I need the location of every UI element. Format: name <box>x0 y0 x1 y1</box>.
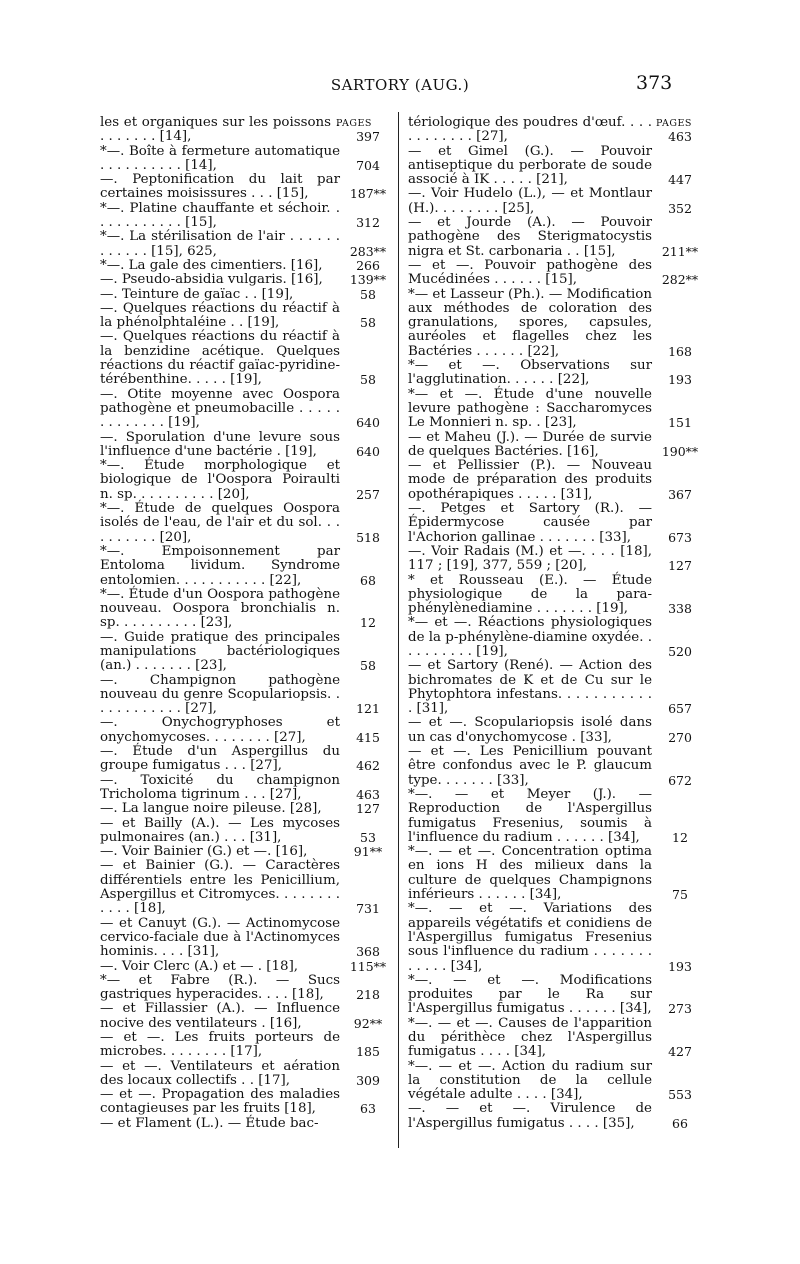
index-entry <box>408 259 702 288</box>
entry-page-number: 218 <box>356 987 380 1003</box>
entry-page-number: 121 <box>356 701 380 717</box>
entry-page-number: 266 <box>356 257 380 273</box>
entry-page-number: 270 <box>668 729 692 745</box>
entry-page-number: 283** <box>349 243 387 259</box>
entry-text: les et organiques sur les poissons . . . . . . . . [14], <box>100 115 340 145</box>
entry-page-number: 368 <box>356 944 380 960</box>
entry-page-number: 673 <box>668 529 692 545</box>
entry-text: —. Voir Clerc (A.) et — . [18], <box>100 958 299 974</box>
entry-page-number: 185 <box>356 1044 380 1060</box>
entry-page-number: 58 <box>360 372 376 388</box>
entry-page-number: 66 <box>672 1115 688 1131</box>
entry-page-number: 367 <box>668 486 692 502</box>
entry-text: — et Jourde (A.). — Pouvoir pathogène des Sterigmatocystis nigra et St. carbonaria . . [15], <box>408 215 652 259</box>
entry-page-number: 640 <box>356 443 380 459</box>
entry-page-number: 53 <box>360 829 376 845</box>
index-entry <box>100 288 390 302</box>
entry-page-number: 462 <box>356 758 380 774</box>
entry-page-number: 640 <box>356 415 380 431</box>
index-entry <box>408 845 702 902</box>
entry-page-number: 211** <box>661 243 699 259</box>
index-entry <box>100 330 390 387</box>
index-entry <box>100 817 390 846</box>
entry-text: —. Peptonification du lait par certaines moisissures . . . [15], <box>100 172 340 202</box>
entry-text: — et Bainier (G.). — Caractères différentiels entre les Penicillium, Aspergillus et Citromyces. . . . . . . . . . . . [18], <box>100 858 340 917</box>
entry-page-number: 75 <box>672 887 688 903</box>
index-entry <box>408 902 702 973</box>
index-entry <box>408 116 702 145</box>
index-entry <box>408 574 702 617</box>
entry-text: —. Voir Bainier (G.) et —. [16], <box>100 844 308 860</box>
entry-text: — et —. Propagation des maladies contagieuses par les fruits [18], <box>100 1087 340 1117</box>
entry-text: —. Champignon pathogène nouveau du genre Scopulariopsis. . . . . . . . . . . . [27], <box>100 672 340 717</box>
entry-page-number: 657 <box>668 701 692 717</box>
index-entry <box>100 588 390 631</box>
entry-page-number: 273 <box>668 1001 692 1017</box>
entry-page-number: 190** <box>661 443 699 459</box>
index-entry <box>408 1102 702 1131</box>
entry-page-number: 397 <box>356 129 380 145</box>
entry-text: —. Quelques réactions du réactif à la phénolphtaléine . . [19], <box>100 300 340 331</box>
entry-text: —. Pseudo-absidia vulgaris. [16], <box>100 272 323 288</box>
index-entry <box>100 145 390 174</box>
entry-text: —. Onychogryphoses et onychomycoses. . . . . . . . [27], <box>100 715 340 745</box>
index-entry <box>100 1088 390 1117</box>
entry-text: — et Pellissier (P.). — Nouveau mode de préparation des produits opothérapiques . . . . . [31], <box>408 458 652 502</box>
entry-text: — et Fillassier (A.). — Influence nocive des ventilateurs . [16], <box>100 1001 340 1031</box>
entry-text: — et Flament (L.). — Étude bac- <box>100 1115 319 1131</box>
index-entry <box>408 788 702 845</box>
index-entry <box>408 359 702 388</box>
entry-text: *— et —. Réactions physiologiques de la p-phénylène-diamine oxydée. . . . . . . . . . [19], <box>408 615 652 659</box>
entry-page-number: 12 <box>672 829 688 845</box>
index-entry <box>100 1031 390 1060</box>
index-entry <box>100 1117 390 1131</box>
index-entry <box>100 745 390 774</box>
entry-text: — et Maheu (J.). — Durée de survie de quelques Bactéries. [16], <box>408 429 652 459</box>
entry-text: *—. Étude d'un Oospora pathogène nouveau. Oospora bronchialis n. sp. . . . . . . . . . [23], <box>100 586 340 631</box>
index-entry <box>408 459 702 502</box>
entry-page-number: 115** <box>349 958 387 974</box>
index-entry <box>100 273 390 287</box>
entry-text: *—. — et Meyer (J.). — Reproduction de l'Aspergillus fumigatus Fresenius, soumis à l'influence du radium . . . . . . [34], <box>408 786 652 845</box>
column-divider <box>398 112 399 1148</box>
entry-page-number: 672 <box>668 772 692 788</box>
entry-text: — et —. Ventilateurs et aération des locaux collectifs . . [17], <box>100 1058 340 1088</box>
entry-text: *—. Étude de quelques Oospora isolés de l'eau, de l'air et du sol. . . . . . . . . . [20], <box>100 501 340 545</box>
entry-text: —. Voir Radais (M.) et —. . . . [18], 117 ; [19], 377, 559 ; [20], <box>408 543 652 574</box>
entry-text: — et —. Scopulariopsis isolé dans un cas d'onychomycose . [33], <box>408 715 652 745</box>
entry-page-number: 282** <box>661 272 699 288</box>
page-header <box>0 72 800 102</box>
entry-page-number: 427 <box>668 1044 692 1060</box>
index-entry <box>100 302 390 331</box>
entry-page-number: 415 <box>356 729 380 745</box>
entry-page-number: 312 <box>356 215 380 231</box>
entry-page-number: 731 <box>356 901 380 917</box>
index-entry <box>100 431 390 460</box>
entry-text: — et —. Les fruits porteurs de microbes. . . . . . . . [17], <box>100 1030 340 1060</box>
index-entry <box>408 1060 702 1103</box>
page-number: 373 <box>636 72 673 94</box>
entry-text: —. Sporulation d'une levure sous l'influence d'une bactérie . [19], <box>100 429 340 459</box>
running-head: SARTORY (AUG.) <box>330 76 470 94</box>
entry-page-number: 447 <box>668 172 692 188</box>
entry-page-number: 187** <box>349 186 387 202</box>
index-entry <box>408 616 702 659</box>
entry-page-number: 520 <box>668 643 692 659</box>
index-entry <box>100 716 390 745</box>
entry-page-number: 58 <box>360 658 376 674</box>
entry-text: *— et —. Observations sur l'agglutination. . . . . . [22], <box>408 358 652 388</box>
index-entry <box>100 845 390 859</box>
index-entry <box>100 1060 390 1089</box>
entry-text: —. Toxicité du champignon Tricholoma tigrinum . . . [27], <box>100 772 340 802</box>
index-entry <box>100 1002 390 1031</box>
entry-text: *—. La stérilisation de l'air . . . . . . . . . . . . [15], 625, <box>100 229 340 259</box>
entry-text: —. — et —. Virulence de l'Aspergillus fumigatus . . . . [35], <box>408 1101 652 1131</box>
index-entry <box>408 545 702 574</box>
entry-page-number: 338 <box>668 601 692 617</box>
index-entry <box>100 502 390 545</box>
index-entry <box>100 674 390 717</box>
entry-page-number: 553 <box>668 1087 692 1103</box>
entry-text: *— et Fabre (R.). — Sucs gastriques hyperacides. . . . [18], <box>100 972 340 1003</box>
entry-page-number: 518 <box>356 529 380 545</box>
entry-text: — et Bailly (A.). — Les mycoses pulmonaires (an.) . . . [31], <box>100 815 340 845</box>
index-entry <box>408 187 702 216</box>
index-entry <box>408 716 702 745</box>
entry-page-number: 139** <box>349 272 387 288</box>
entry-text: *—. — et —. Modifications produites par le Ra sur l'Aspergillus fumigatus . . . . . . [34], <box>408 972 652 1017</box>
entry-text: — et —. Les Penicillium pouvant être confondus avec le P. glaucum type. . . . . . . [33], <box>408 744 652 788</box>
entry-text: *—. Boîte à fermeture automatique . . . . . . . . . . [14], <box>100 143 340 173</box>
entry-page-number: 63 <box>360 1101 376 1117</box>
entry-text: * et Rousseau (E.). — Étude physiologique de la para-phénylènediamine . . . . . . . [19], <box>408 572 652 617</box>
left-column <box>100 116 390 1131</box>
entry-text: *— et —. Étude d'une nouvelle levure pathogène : Saccharomyces Le Monnieri n. sp. . [23], <box>408 386 652 431</box>
index-entry <box>100 859 390 916</box>
entry-page-number: 193 <box>668 372 692 388</box>
entry-text: —. Étude d'un Aspergillus du groupe fumigatus . . . [27], <box>100 744 340 774</box>
entry-text: —. Teinture de gaïac . . [19], <box>100 286 294 302</box>
entry-page-number: 12 <box>360 615 376 631</box>
entry-text: — et —. Pouvoir pathogène des Mucédinées . . . . . . [15], <box>408 257 652 288</box>
index-entry <box>100 259 390 273</box>
index-entry <box>408 1017 702 1060</box>
entry-page-number: 193 <box>668 958 692 974</box>
entry-text: *—. Platine chauffante et séchoir. . . . . . . . . . . . [15], <box>100 200 340 231</box>
entry-text: —. Petges et Sartory (R.). — Épidermycose causée par l'Achorion gallinae . . . . . . . [33], <box>408 501 652 545</box>
entry-page-number: 463 <box>668 129 692 145</box>
index-entry <box>100 802 390 816</box>
entry-text: *—. — et —. Action du radium sur la constitution de la cellule végétale adulte . . . . [34], <box>408 1058 652 1103</box>
entry-text: *—. La gale des cimentiers. [16], <box>100 257 323 273</box>
index-entry <box>100 631 390 674</box>
index-entry <box>100 774 390 803</box>
entry-page-number: 309 <box>356 1072 380 1088</box>
index-entry <box>100 202 390 231</box>
entry-text: *—. — et —. Variations des appareils végétatifs et conidiens de l'Aspergillus fumigatus Fresenius sous l'influence du radium . . . . . . . . . . . . [34], <box>408 901 652 974</box>
index-entry <box>100 960 390 974</box>
index-entry <box>100 173 390 202</box>
index-entry <box>408 745 702 788</box>
index-entry <box>408 431 702 460</box>
entry-text: *—. — et —. Causes de l'apparition du périthèce chez l'Aspergillus fumigatus . . . . [34], <box>408 1015 652 1060</box>
entry-text: — et Sartory (René). — Action des bichromates de K et de Cu sur le Phytophtora infestans. . . . . . . . . . . . [31], <box>408 658 652 717</box>
entry-page-number: 92** <box>353 1015 383 1031</box>
entry-page-number: 704 <box>356 157 380 173</box>
entry-text: —. Guide pratique des principales manipulations bactériologiques (an.) . . . . . . . [23], <box>100 629 340 674</box>
index-entry <box>408 388 702 431</box>
index-entry <box>408 216 702 259</box>
entry-text: —. Otite moyenne avec Oospora pathogène et pneumobacille . . . . . . . . . . . . . [19], <box>100 386 340 431</box>
entry-page-number: 91** <box>353 844 383 860</box>
entry-page-number: 168 <box>668 343 692 359</box>
right-column <box>408 116 702 1131</box>
entry-page-number: 58 <box>360 315 376 331</box>
entry-text: —. Quelques réactions du réactif à la benzidine acétique. Quelques réactions du réactif gaïac-pyridine-térébenthine. . . . . [19], <box>100 329 340 388</box>
entry-text: — et Gimel (G.). — Pouvoir antiseptique du perborate de soude associé à IK . . . . . [21], <box>408 143 652 188</box>
index-entry <box>100 974 390 1003</box>
entry-page-number: 257 <box>356 486 380 502</box>
index-entry <box>408 288 702 359</box>
pages-column-label-left: PAGES <box>336 118 372 129</box>
entry-page-number: 58 <box>360 286 376 302</box>
index-entry <box>100 917 390 960</box>
entry-text: *—. Empoisonnement par Entoloma lividum. Syndrome entolomien. . . . . . . . . . . [22], <box>100 543 340 588</box>
entry-page-number: 68 <box>360 572 376 588</box>
entry-page-number: 352 <box>668 200 692 216</box>
entry-text: —. Voir Hudelo (L.), — et Montlaur (H.). . . . . . . . [25], <box>408 186 652 216</box>
index-entry <box>100 459 390 502</box>
entry-page-number: 151 <box>668 415 692 431</box>
index-entry <box>100 230 390 259</box>
entry-text: *— et Lasseur (Ph.). — Modification aux méthodes de coloration des granulations, spores, capsules, auréoles et flagelles chez les Bactéries . . . . . . [22], <box>408 286 652 359</box>
entry-text: *—. Étude morphologique et biologique de l'Oospora Poiraulti n. sp. . . . . . . . . . [20], <box>100 458 340 502</box>
entry-text: *—. — et —. Concentration optima en ions H des milieux dans la culture de quelques Champignons inférieurs . . . . . . [34], <box>408 844 652 903</box>
index-entry <box>100 116 390 145</box>
entry-text: —. La langue noire pileuse. [28], <box>100 801 322 817</box>
index-entry <box>408 974 702 1017</box>
entry-text: — et Canuyt (G.). — Actinomycose cervico-faciale due à l'Actinomyces hominis. . . . [31], <box>100 915 340 960</box>
index-entry <box>100 545 390 588</box>
index-entry <box>100 388 390 431</box>
entry-page-number: 127 <box>668 558 692 574</box>
entry-page-number: 463 <box>356 786 380 802</box>
index-entry <box>408 502 702 545</box>
index-entry <box>408 145 702 188</box>
entry-page-number: 127 <box>356 801 380 817</box>
entry-text: tériologique des poudres d'œuf. . . . . . . . . . . . [27], <box>408 115 652 145</box>
index-entry <box>408 659 702 716</box>
pages-column-label-right: PAGES <box>656 118 692 129</box>
